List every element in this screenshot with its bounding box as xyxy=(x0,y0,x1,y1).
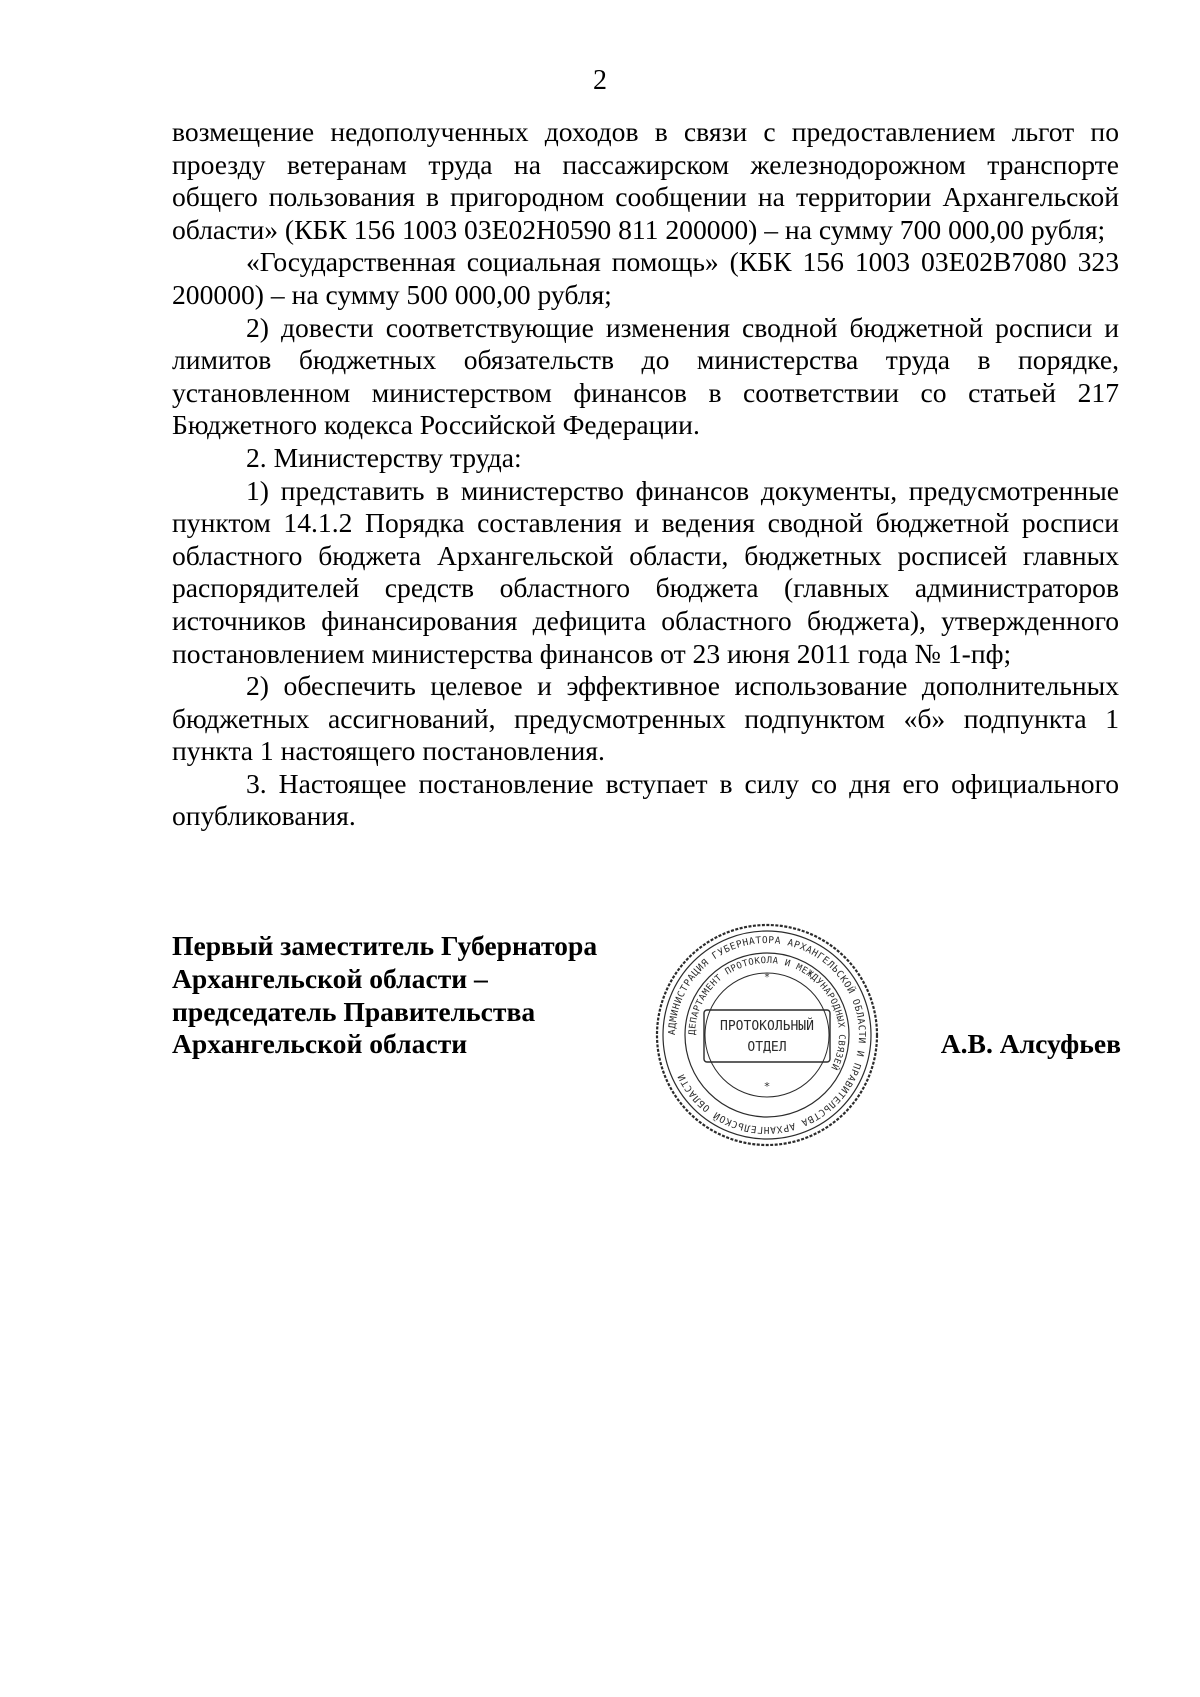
paragraph: «Государственная социальная помощь» (КБК 156 1003 03Е02В7080 323 200000) – на сумму 500 000,00 рубля; xyxy=(172,246,1119,310)
signatory-title xyxy=(172,930,597,1061)
page-number: 2 xyxy=(593,65,607,96)
paragraph: 1) представить в министерство финансов документы, предусмотренные пунктом 14.1.2 Порядка составления и ведения сводной бюджетной росписи областного бюджета Архангельской области, бюджетных росписей главных распорядителей средств областного бюджета (главных администраторов источников финансирования дефицита областного бюджета), утвержденного постановлением министерства финансов от 23 июня 2011 года № 1-пф; xyxy=(172,474,1119,669)
official-seal-stamp xyxy=(652,920,882,1150)
signatory-title-line: Архангельской области – xyxy=(172,962,488,994)
paragraph: 3. Настоящее постановление вступает в силу со дня его официального опубликования. xyxy=(172,767,1119,832)
signatory-name: А.В. Алсуфьев xyxy=(940,1028,1121,1059)
signatory-title-line: Архангельской области xyxy=(172,1028,468,1060)
stamp-star-icon: * xyxy=(764,972,770,983)
signatory-title-line: Первый заместитель Губернатора xyxy=(172,930,598,961)
stamp-center-line-2: ОТДЕЛ xyxy=(747,1040,787,1055)
stamp-center-line-1: ПРОТОКОЛЬНЫЙ xyxy=(720,1019,814,1034)
stamp-outer-text: АДМИНИСТРАЦИЯ ГУБЕРНАТОРА АРХАНГЕЛЬСКОЙ ОБЛАСТИ И ПРАВИТЕЛЬСТВА АРХАНГЕЛЬСКОЙ ОБЛАСТИ xyxy=(666,934,868,1136)
paragraph: 2) обеспечить целевое и эффективное использование дополнительных бюджетных ассигнований, предусмотренных подпунктом «б» подпункта 1 пункта 1 настоящего постановления. xyxy=(172,670,1119,767)
paragraph: возмещение недополученных доходов в связи с предоставлением льгот по проезду ветеранам труда на пассажирском железнодорожном транспорте общего пользования в пригородном сообщении на территории Архангельской области» (КБК 156 1003 03Е02Н0590 811 200000) – на сумму 700 000,00 рубля; xyxy=(172,116,1119,245)
stamp-inner-text: ДЕПАРТАМЕНТ ПРОТОКОЛА И МЕЖДУНАРОДНЫХ СВЯЗЕЙ xyxy=(687,955,847,1072)
body-text xyxy=(172,116,1119,833)
paragraph: 2) довести соответствующие изменения сводной бюджетной росписи и лимитов бюджетных обязательств до министерства труда в порядке, установленном министерством финансов в соответствии со статьей 217 Бюджетного кодекса Российской Федерации. xyxy=(172,311,1119,441)
paragraph: 2. Министерству труда: xyxy=(246,441,522,473)
stamp-star-icon: * xyxy=(764,1080,770,1093)
signatory-title-line: председатель Правительства xyxy=(172,995,536,1027)
